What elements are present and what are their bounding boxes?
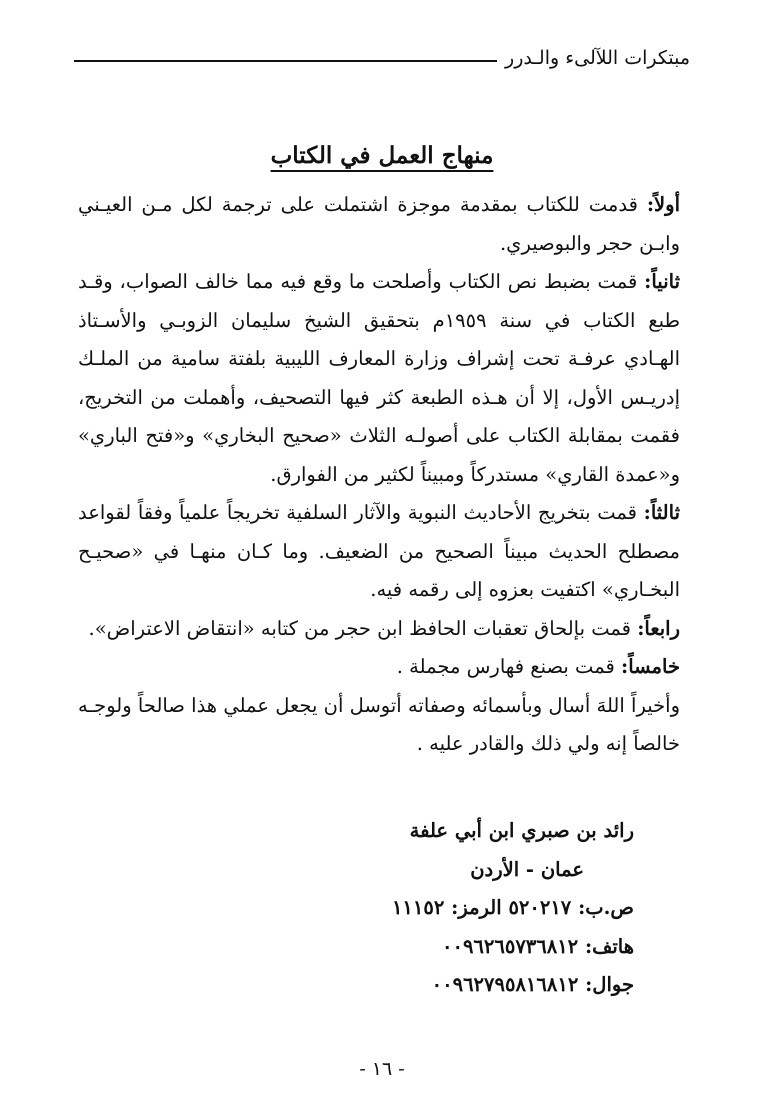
paragraph-lead: ثالثاً:	[643, 501, 680, 524]
paragraph-lead: ثانياً:	[644, 270, 680, 293]
paragraph-third	[78, 494, 680, 610]
paragraph-fifth	[78, 648, 680, 687]
paragraph-fourth	[78, 610, 680, 649]
paragraph-text: قمت بصنع فهارس مجملة .	[396, 655, 622, 678]
body-text	[78, 186, 680, 764]
author-city: عمان - الأردن	[470, 857, 584, 881]
paragraph-first	[78, 186, 680, 263]
mobile-number: جوال: ٠٠٩٦٢٧٩٥٨١٦٨١٢	[431, 973, 634, 996]
signature-block	[154, 812, 634, 1005]
page-number: - ١٦ -	[359, 1058, 405, 1080]
paragraph-closing	[78, 687, 680, 764]
paragraph-lead: خامساً:	[621, 655, 680, 678]
phone-number: هاتف: ٠٠٩٦٢٦٥٧٣٦٨١٢	[442, 934, 634, 958]
paragraph-second	[78, 263, 680, 494]
running-header	[74, 40, 690, 76]
po-box: ص.ب: ٥٢٠٢١٧ الرمز: ١١١٥٢	[391, 896, 634, 919]
section-heading: منهاج العمل في الكتاب	[270, 142, 494, 169]
paragraph-text: قمت بإلحاق تعقبات الحافظ ابن حجر من كتابه «انتقاض الاعتراض».	[88, 616, 638, 640]
paragraph-text: قمت بتخريج الأحاديث النبوية والآثار السلفية تخريجاً علمياً وفقاً لقواعد مصطلح الحديث مبيناً الصحيح من الضعيف. وما كـان منهـا في «صحيـح البخـاري» اكتفيت بعزوه إلى رقمه فيه.	[78, 501, 680, 601]
header-rule	[74, 60, 497, 62]
paragraph-text: قمت بضبط نص الكتاب وأصلحت ما وقع فيه مما خالف الصواب، وقـد طبع الكتاب في سنة ١٩٥٩م بتحقيق الشيخ سليمان الزوبـي والأسـتاذ الهـادي عرفـة تحت إشراف وزارة المعارف الليبية بلفتة سامية من الملـك إدريـس الأول، إلا أن هـذه الطبعة كثر فيها التصحيف، وأهملت من التخريج، فقمت بمقابلة الكتاب على أصولـه الثلاث «صحيح البخاري» و«فتح الباري» و«عمدة القاري» مستدركاً ومبيناً لكثير من الفوارق.	[78, 270, 680, 486]
paragraph-lead: أولاً:	[646, 193, 680, 216]
author-name: رائد بن صبري ابن أبي علفة	[409, 819, 634, 842]
running-title: مبتكرات اللآلىء والـدرر	[505, 47, 690, 69]
paragraph-text: وأخيراً اللهَ أسال وبأسمائه وصفاته أتوسل أن يجعل عملي هذا صالحاً ولوجـه خالصاً إنه ولي ذلك والقادر عليه .	[78, 693, 680, 755]
paragraph-lead: رابعاً:	[637, 616, 680, 640]
paragraph-text: قدمت للكتاب بمقدمة موجزة اشتملت على ترجمة لكل مـن العيـني وابـن حجر والبوصيري.	[78, 193, 680, 255]
